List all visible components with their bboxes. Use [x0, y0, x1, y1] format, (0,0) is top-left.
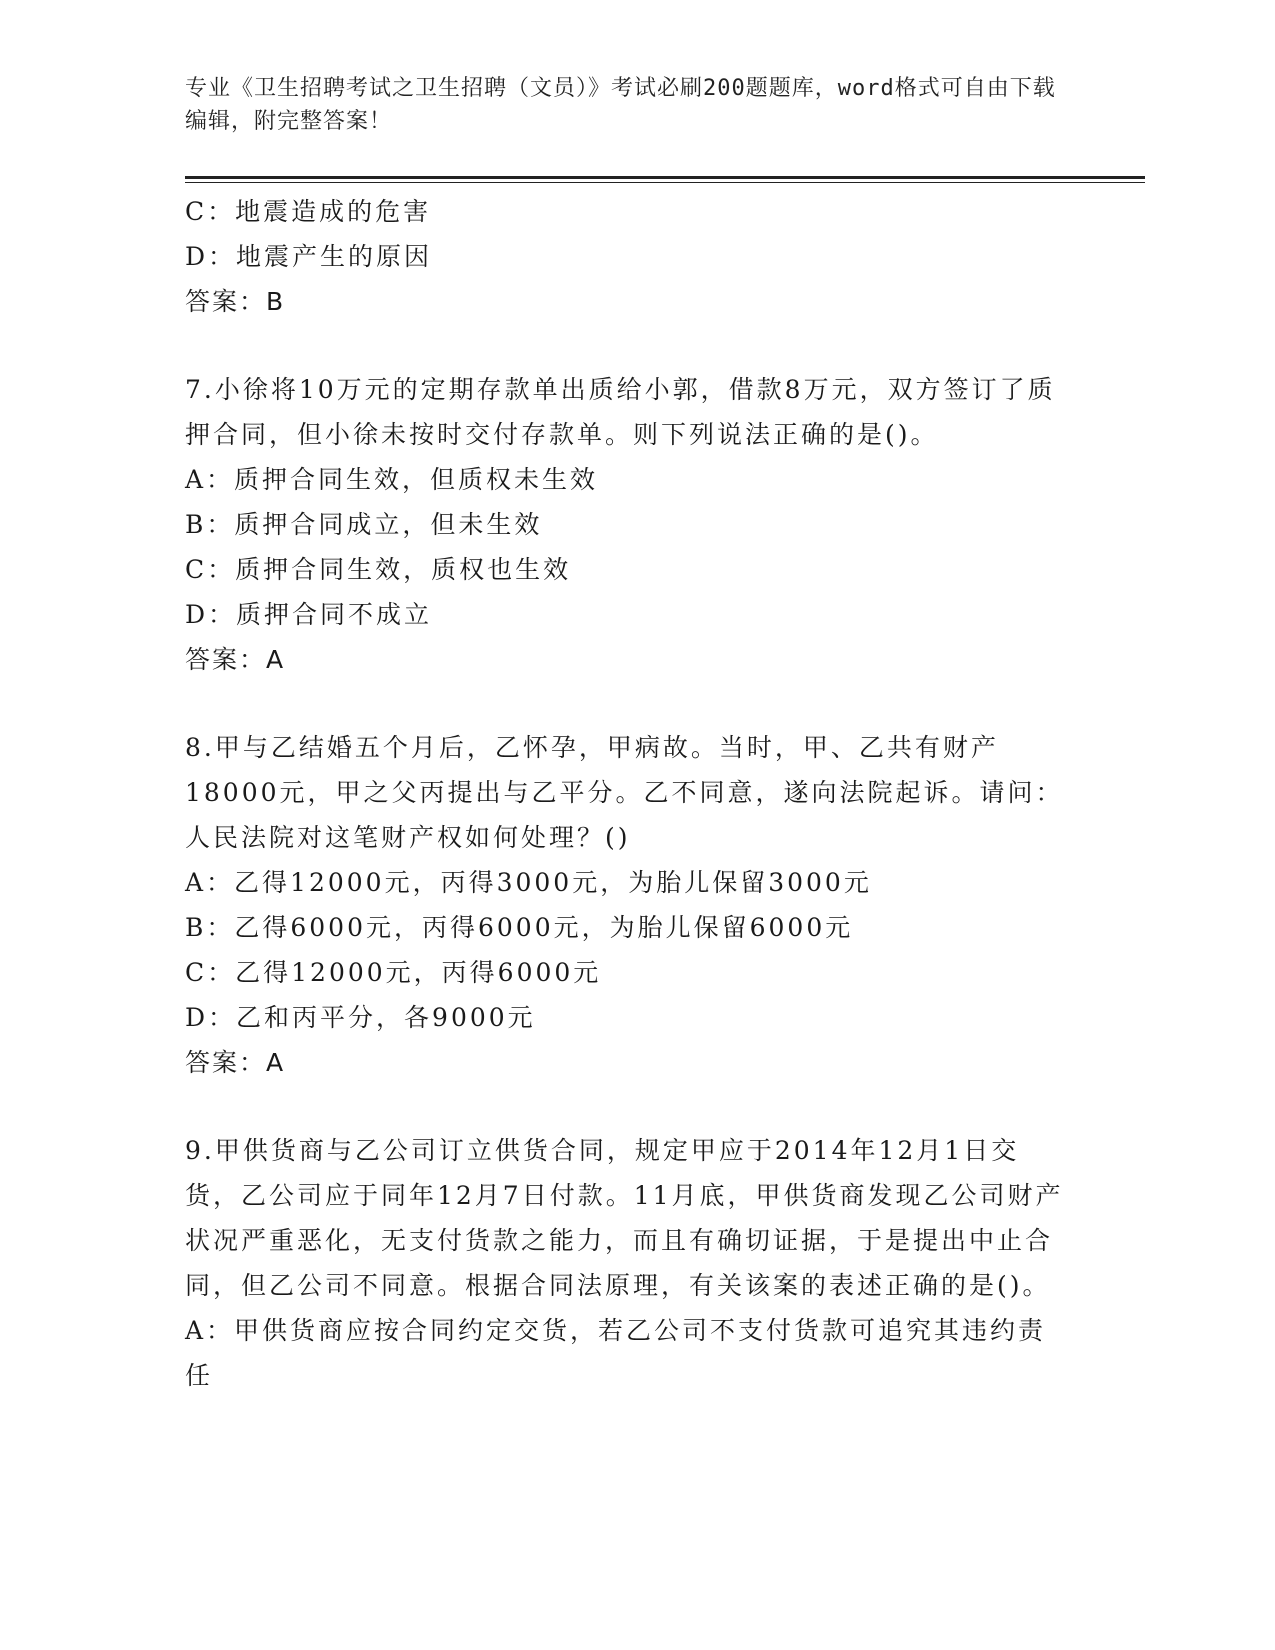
option-a: A：乙得12000元，丙得3000元，为胎儿保留3000元	[185, 868, 872, 897]
option-d: D：地震产生的原因	[185, 242, 433, 271]
header-divider-thin	[185, 182, 1145, 183]
option-d: D：乙和丙平分，各9000元	[185, 1003, 536, 1032]
answer-line: 答案：B	[185, 287, 286, 316]
option-b: B：质押合同成立，但未生效	[185, 510, 543, 539]
question-list	[185, 189, 1065, 1398]
answer-line: 答案：A	[185, 1048, 286, 1077]
option-a: A：质押合同生效，但质权未生效	[185, 465, 599, 494]
header-divider	[185, 176, 1145, 179]
question-stem: 9.甲供货商与乙公司订立供货合同，规定甲应于2014年12月1日交货，乙公司应于同年12月7日付款。11月底，甲供货商发现乙公司财产状况严重恶化，无支付货款之能力，而且有确切证据，于是提出中止合同，但乙公司不同意。根据合同法原理，有关该案的表述正确的是()。	[185, 1136, 1064, 1300]
option-c: C：质押合同生效，质权也生效	[185, 555, 572, 584]
document-header: 专业《卫生招聘考试之卫生招聘（文员）》考试必刷200题题库，word格式可自由下载编辑，附完整答案！	[185, 76, 1056, 134]
spacer	[185, 1085, 1065, 1128]
question-6-tail	[185, 189, 1065, 324]
option-c: C：地震造成的危害	[185, 197, 432, 226]
question-8	[185, 725, 1065, 1085]
question-stem: 8.甲与乙结婚五个月后，乙怀孕，甲病故。当时，甲、乙共有财产18000元，甲之父丙提出与乙平分。乙不同意，遂向法院起诉。请问：人民法院对这笔财产权如何处理？()	[185, 733, 1064, 852]
option-b: B：乙得6000元，丙得6000元，为胎儿保留6000元	[185, 913, 854, 942]
question-9	[185, 1128, 1065, 1398]
answer-line: 答案：A	[185, 645, 286, 674]
question-7	[185, 367, 1065, 682]
option-d: D：质押合同不成立	[185, 600, 433, 629]
spacer	[185, 324, 1065, 367]
option-c: C：乙得12000元，丙得6000元	[185, 958, 602, 987]
spacer	[185, 682, 1065, 725]
question-stem: 7.小徐将10万元的定期存款单出质给小郭，借款8万元，双方签订了质押合同，但小徐未按时交付存款单。则下列说法正确的是()。	[185, 375, 1056, 449]
option-a: A：甲供货商应按合同约定交货，若乙公司不支付货款可追究其违约责任	[185, 1316, 1047, 1390]
